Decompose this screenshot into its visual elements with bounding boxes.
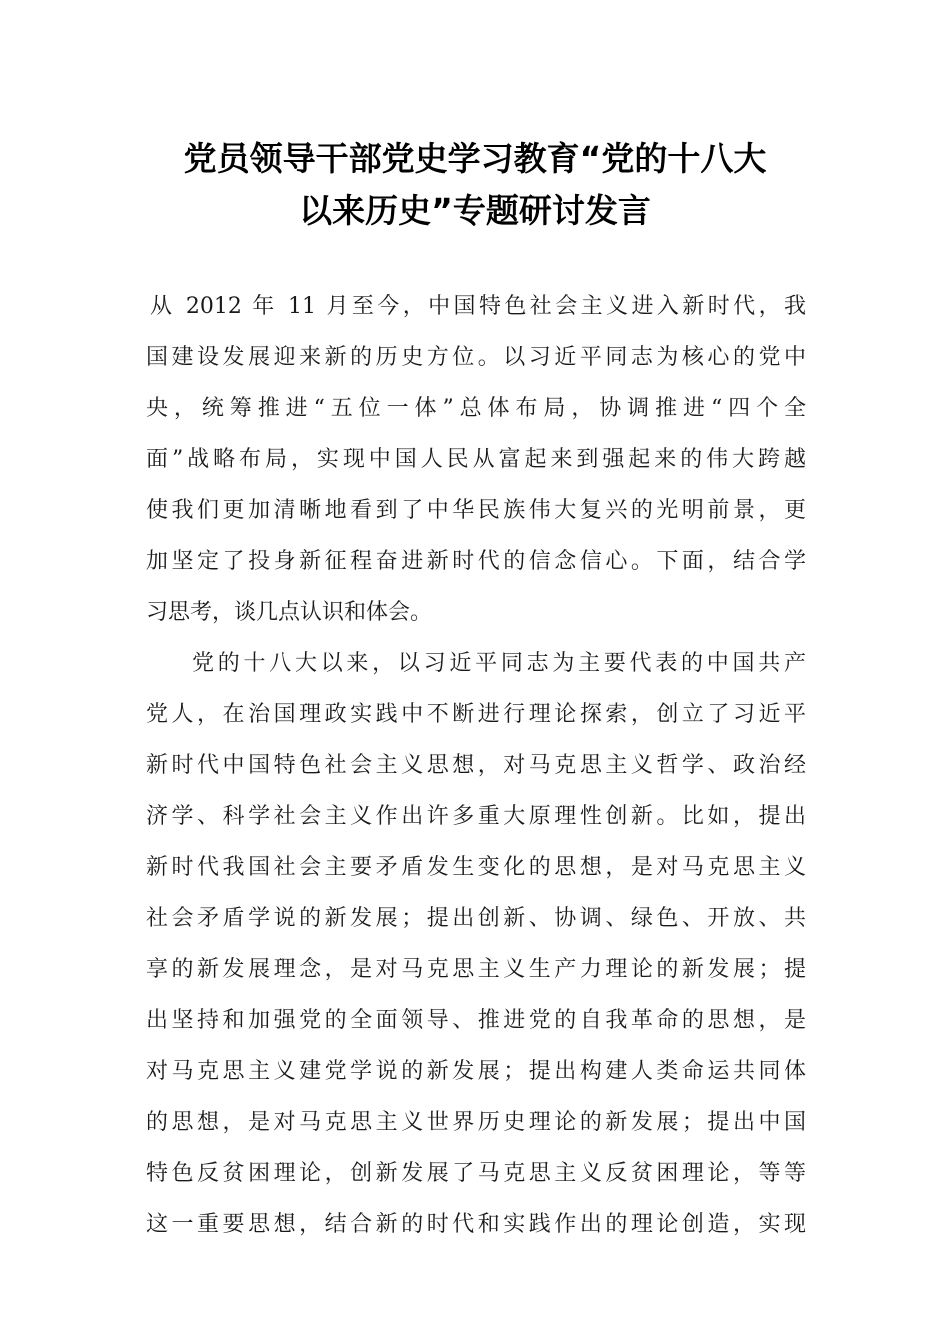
paragraph-line: 的思想，是对马克思主义世界历史理论的新发展；提出中国 [146,1110,806,1135]
paragraph-line: 党人，在治国理政实践中不断进行理论探索，创立了习近平 [146,702,806,727]
paragraph-line: 济学、科学社会主义作出许多重大原理性创新。比如，提出 [146,804,806,829]
paragraph-line: 使我们更加清晰地看到了中华民族伟大复兴的光明前景，更 [146,498,806,523]
paragraph-line: 国建设发展迎来新的历史方位。以习近平同志为核心的党中 [146,345,806,370]
paragraph-line: 党的十八大以来，以习近平同志为主要代表的中国共产 [192,651,806,676]
paragraph-line: 从 2012 年 11 月至今，中国特色社会主义进入新时代，我 [150,294,806,319]
paragraph-1 [146,281,806,638]
paragraph-2 [146,638,806,1250]
paragraph-line: 新时代中国特色社会主义思想，对马克思主义哲学、政治经 [146,753,806,778]
paragraph-line: 新时代我国社会主要矛盾发生变化的思想，是对马克思主义 [146,855,806,880]
paragraph-line: 习思考，谈几点认识和体会。 [146,600,433,625]
paragraph-line: 享的新发展理念，是对马克思主义生产力理论的新发展；提 [146,957,806,982]
paragraph-line: 出坚持和加强党的全面领导、推进党的自我革命的思想，是 [146,1008,806,1033]
paragraph-line: 这一重要思想，结合新的时代和实践作出的理论创造，实现 [146,1212,806,1237]
document-body [146,281,806,1250]
paragraph-line: 加坚定了投身新征程奋进新时代的信念信心。下面，结合学 [146,549,806,574]
paragraph-line: 央，统筹推进“五位一体”总体布局，协调推进“四个全 [146,396,806,421]
document-title-line-2: 以来历史”专题研讨发言 [299,191,651,230]
paragraph-line: 对马克思主义建党学说的新发展；提出构建人类命运共同体 [146,1059,806,1084]
document-title-line-1: 党员领导干部党史学习教育“党的十八大 [183,139,767,178]
paragraph-line: 特色反贫困理论，创新发展了马克思主义反贫困理论，等等 [146,1161,806,1186]
paragraph-line: 社会矛盾学说的新发展；提出创新、协调、绿色、开放、共 [146,906,806,931]
paragraph-line: 面”战略布局，实现中国人民从富起来到强起来的伟大跨越 [146,447,806,472]
